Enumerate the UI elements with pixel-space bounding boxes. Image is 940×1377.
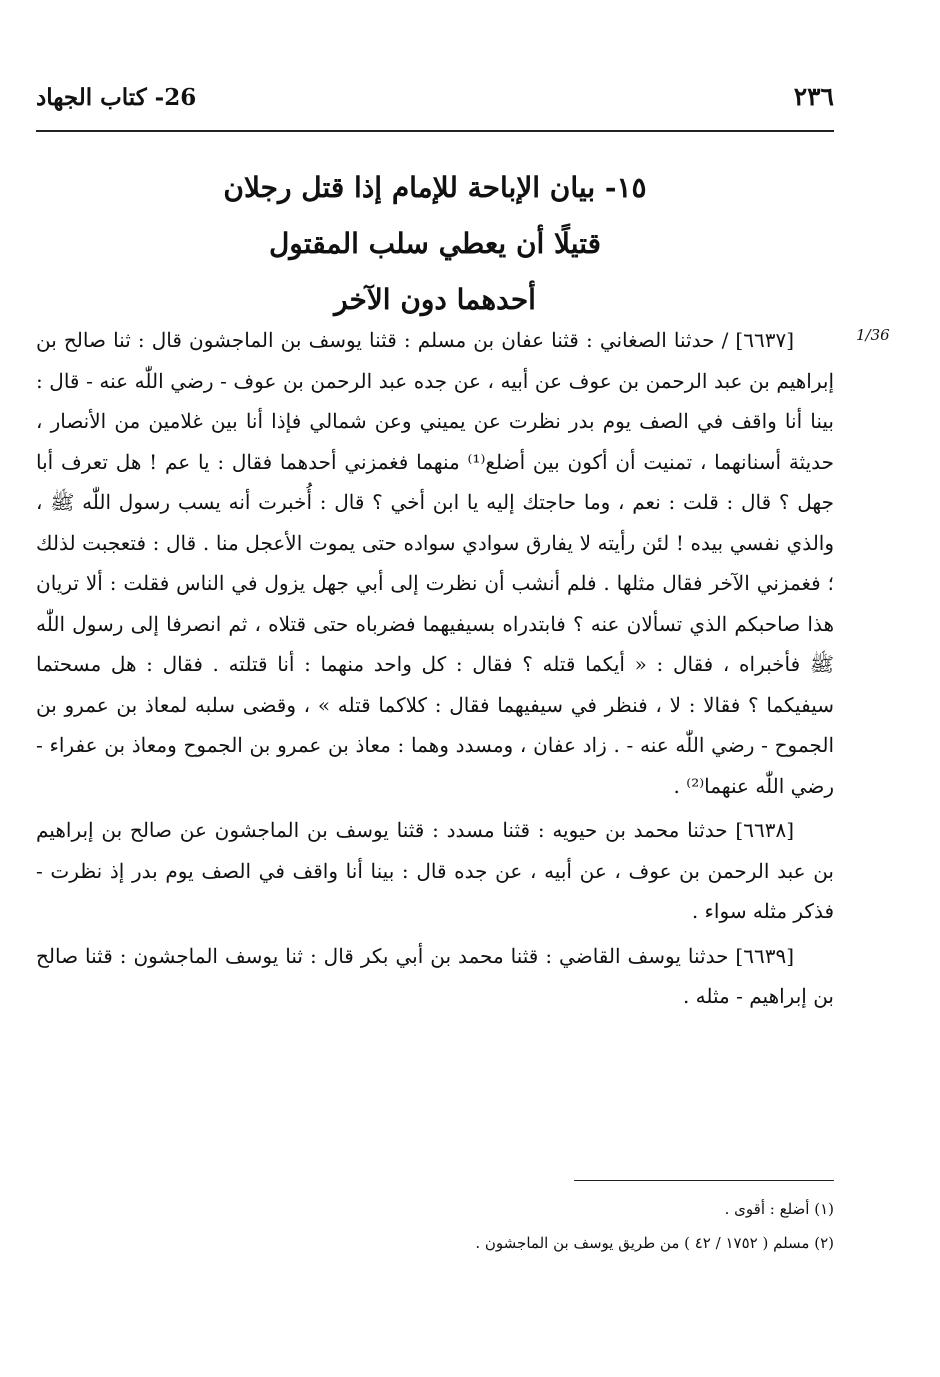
header-rule [36,130,834,132]
heading-line-1: ١٥- بيان الإباحة للإمام إذا قتل رجلان [223,171,647,204]
heading-line-3: أحدهما دون الآخر [334,283,536,316]
heading-line-2: قتيلًا أن يعطي سلب المقتول [268,227,602,260]
section-heading [36,160,834,328]
hadith-text [36,320,834,1021]
footnote-rule [574,1180,834,1181]
hadith-paragraph-6637: [٦٦٣٧] / حدثنا الصغاني : قثنا عفان بن مسلم : قثنا يوسف بن الماجشون قال : ثنا صالح بن إبراهيم بن عبد الرحمن بن عوف عن أبيه ، عن جده عبد الرحمن بن عوف - رضي اللّٰه عنه - قال : بينا أنا واقف في الصف يوم بدر نظرت عن يميني وعن شمالي فإذا أنا بين غلامين من الأنصار ، حديثة أسنانهما ، تمنيت أن أكون بين أضلع⁽¹⁾ منهما فغمزني أحدهما فقال : يا عم ! هل تعرف أبا جهل ؟ قال : قلت : نعم ، وما حاجتك إليه يا ابن أخي ؟ قال : أُخبرت أنه يسب رسول اللّٰه ﷺ ، والذي نفسي بيده ! لئن رأيته لا يفارق سوادي سواده حتى يموت الأعجل منا . قال : فتعجبت لذلك ؛ فغمزني الآخر فقال مثلها . فلم أنشب أن نظرت إلى أبي جهل يزول في الناس فقلت : ألا تريان هذا صاحبكم الذي تسألان عنه ؟ فابتدراه بسيفيهما فضرباه حتى قتلاه ، ثم انصرفا إلى رسول اللّٰه ﷺ فأخبراه ، فقال : « أيكما قتله ؟ فقال : كل واحد منهما : أنا قتلته . فقال : هل مسحتما سيفيكما ؟ فقالا : لا ، فنظر في سيفيهما فقال : كلاكما قتله » ، وقضى سلبه لمعاذ بن عمرو بن الجموح - رضي اللّٰه عنه - . زاد عفان ، ومسدد وهما : معاذ بن عمرو بن الجموح ومعاذ بن عفراء - رضي اللّٰه عنهما⁽²⁾ . [36,328,835,798]
hadith-paragraph-6639: [٦٦٣٩] حدثنا يوسف القاضي : قثنا محمد بن أبي بكر قال : ثنا يوسف الماجشون : قثنا صالح بن إبراهيم - مثله . [36,943,834,1008]
hadith-paragraph-6638: [٦٦٣٨] حدثنا محمد بن حيويه : قثنا مسدد : قثنا يوسف بن الماجشون عن صالح بن إبراهيم بن عبد الرحمن بن عوف ، عن أبيه ، عن جده قال : بينا أنا واقف في الصف يوم بدر إذ نظرت - فذكر مثله سواء . [36,818,834,923]
margin-reference: 1/36 [856,326,890,344]
footnotes [36,1192,834,1260]
page-number: ٢٣٦ [793,82,834,111]
footnote-1: (١) أضلع : أقوى . [724,1200,834,1218]
page-header [36,80,834,124]
running-title: 26- كتاب الجهاد [36,84,197,111]
footnote-2: (٢) مسلم ( ١٧٥٢ / ٤٢ ) من طريق يوسف بن الماجشون . [475,1234,834,1252]
